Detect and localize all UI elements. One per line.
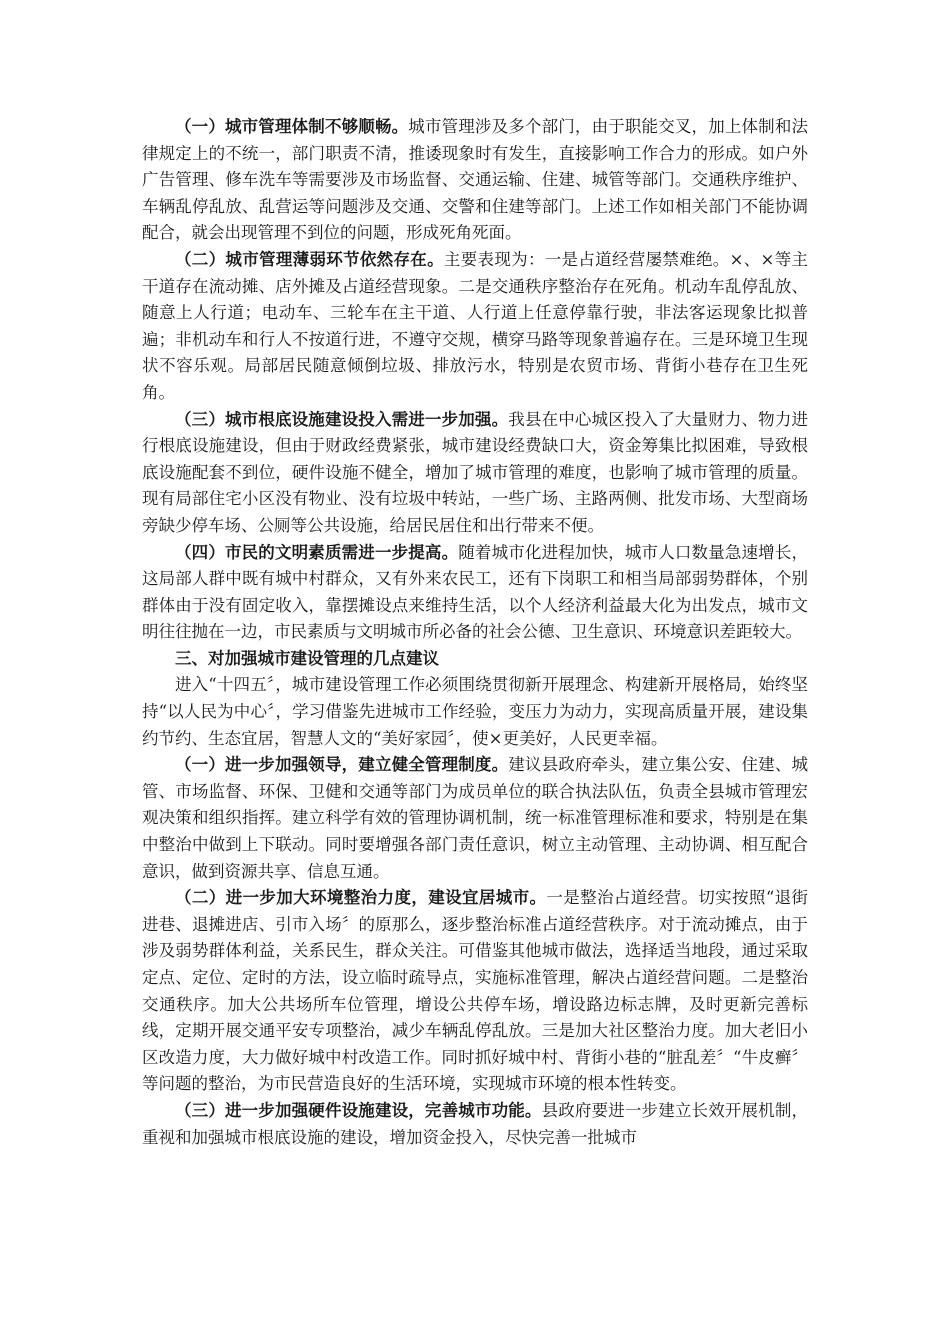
suggestion-body: 一是整治占道经营。切实按照“退街进巷、退摊进店、引市入场〞的原那么，逐步整治标准占道经营秩序。对于流动摊点，由于涉及弱势群体利益，关系民生，群众关注。可借鉴其他城市做法，选择适当地段，通过采取定点、定位、定时的方法，设立临时疏导点，实施标准管理，解决占道经营问题。二是整治交通秩序。加大公共场所车位管理，增设公共停车场，增设路边标志牌，及时更新完善标线，定期开展交通平安专项整治，减少车辆乱停乱放。三是加大社区整治力度。加大老旧小区改造力度，大力做好城中村改造工作。同时抓好城中村、背街小巷的“脏乱差〞“牛皮癣〞等问题的整治，为市民营造良好的生活环境，实现城市环境的根本性转变。 [142, 888, 809, 1094]
paragraph-body: 城市管理涉及多个部门，由于职能交叉，加上体制和法律规定上的不统一，部门职责不清，推诿现象时有发生，直接影响工作合力的形成。如户外广告管理、修车洗车等需要涉及市场监督、交通运输、住建、城管等部门。交通秩序维护、车辆乱停乱放、乱营运等问题涉及交通、交警和住建等部门。上述工作如相关部门不能协调配合，就会出现管理不到位的问题，形成死角死面。 [142, 117, 809, 243]
document-page [142, 114, 808, 1151]
suggestion-body: 建议县政府牵头，建立集公安、住建、城管、市场监督、环保、卫健和交通等部门为成员单位的联合执法队伍，负责全县城市管理宏观决策和组织指挥。建立科学有效的管理协调机制，统一标准管理标准和要求，特别是在集中整治中做到上下联动。同时要增强各部门责任意识，树立主动管理、主动协调、相互配合意识，做到资源共享、信息互通。 [142, 755, 809, 881]
paragraph-lead: （二）城市管理薄弱环节依然存在。 [175, 249, 444, 269]
paragraph-body: 我县在中心城区投入了大量财力、物力进行根底设施建设，但由于财政经费紧张，城市建设经费缺口大，资金筹集比拟困难，导致根底设施配套不到位，硬件设施不健全，增加了城市管理的难度，也影响了城市管理的质量。现有局部住宅小区没有物业、没有垃圾中转站，一些广场、主路两侧、批发市场、大型商场旁缺少停车场、公厕等公共设施，给居民居住和出行带来不便。 [142, 409, 809, 535]
paragraph-civic-quality [142, 540, 808, 646]
paragraph-weak-links [142, 247, 808, 407]
paragraph-lead: （一）城市管理体制不够顺畅。 [175, 117, 409, 136]
section-heading: 三、对加强城市建设管理的几点建议 [175, 648, 439, 668]
paragraph-infrastructure [142, 407, 808, 540]
suggestion-lead: （一）进一步加强领导，建立健全管理制度。 [175, 755, 509, 775]
suggestion-lead: （二）进一步加大环境整治力度，建设宜居城市。 [175, 888, 547, 908]
suggestion-hardware [142, 1098, 808, 1151]
suggestion-lead: （三）进一步加强硬件设施建设，完善城市功能。 [175, 1100, 542, 1120]
paragraph-body: 主要表现为：一是占道经营屡禁难绝。×、×等主干道存在流动摊、店外摊及占道经营现象。二是交通秩序整治存在死角。机动车乱停乱放、随意上人行道；电动车、三轮车在主干道、人行道上任意停靠行驶，非法客运现象比拟普遍；非机动车和行人不按道行进，不遵守交规，横穿马路等现象普遍存在。三是环境卫生现状不容乐观。局部居民随意倾倒垃圾、排放污水，特别是农贸市场、背街小巷存在卫生死角。 [142, 249, 808, 402]
section-intro: 进入“十四五〞，城市建设管理工作必须围绕贯彻新开展理念、构建新开展格局，始终坚持“以人民为中心〞，学习借鉴先进城市工作经验，变压力为动力，实现高质量开展，建设集约节约、生态宜居，智慧人文的“美好家园〞，使×更美好，人民更幸福。 [142, 675, 808, 748]
suggestion-environment [142, 885, 808, 1098]
paragraph-management-system [142, 114, 808, 247]
paragraph-body: 随着城市化进程加快，城市人口数量急速增长，这局部人群中既有城中村群众，又有外来农民工，还有下岗职工和相当局部弱势群体，个别群体由于没有固定收入，靠摆摊设点来维持生活，以个人经济利益最大化为出发点，城市文明往往抛在一边，市民素质与文明城市所必备的社会公德、卫生意识、环境意识差距较大。 [142, 542, 809, 642]
paragraph-lead: （四）市民的文明素质需进一步提高。 [175, 542, 459, 562]
paragraph-lead: （三）城市根底设施建设投入需进一步加强。 [175, 409, 509, 429]
suggestion-leadership [142, 752, 808, 885]
suggestion-body: 县政府要进一步建立长效开展机制，重视和加强城市根底设施的建设，增加资金投入，尽快完善一批城市 [142, 1100, 809, 1147]
